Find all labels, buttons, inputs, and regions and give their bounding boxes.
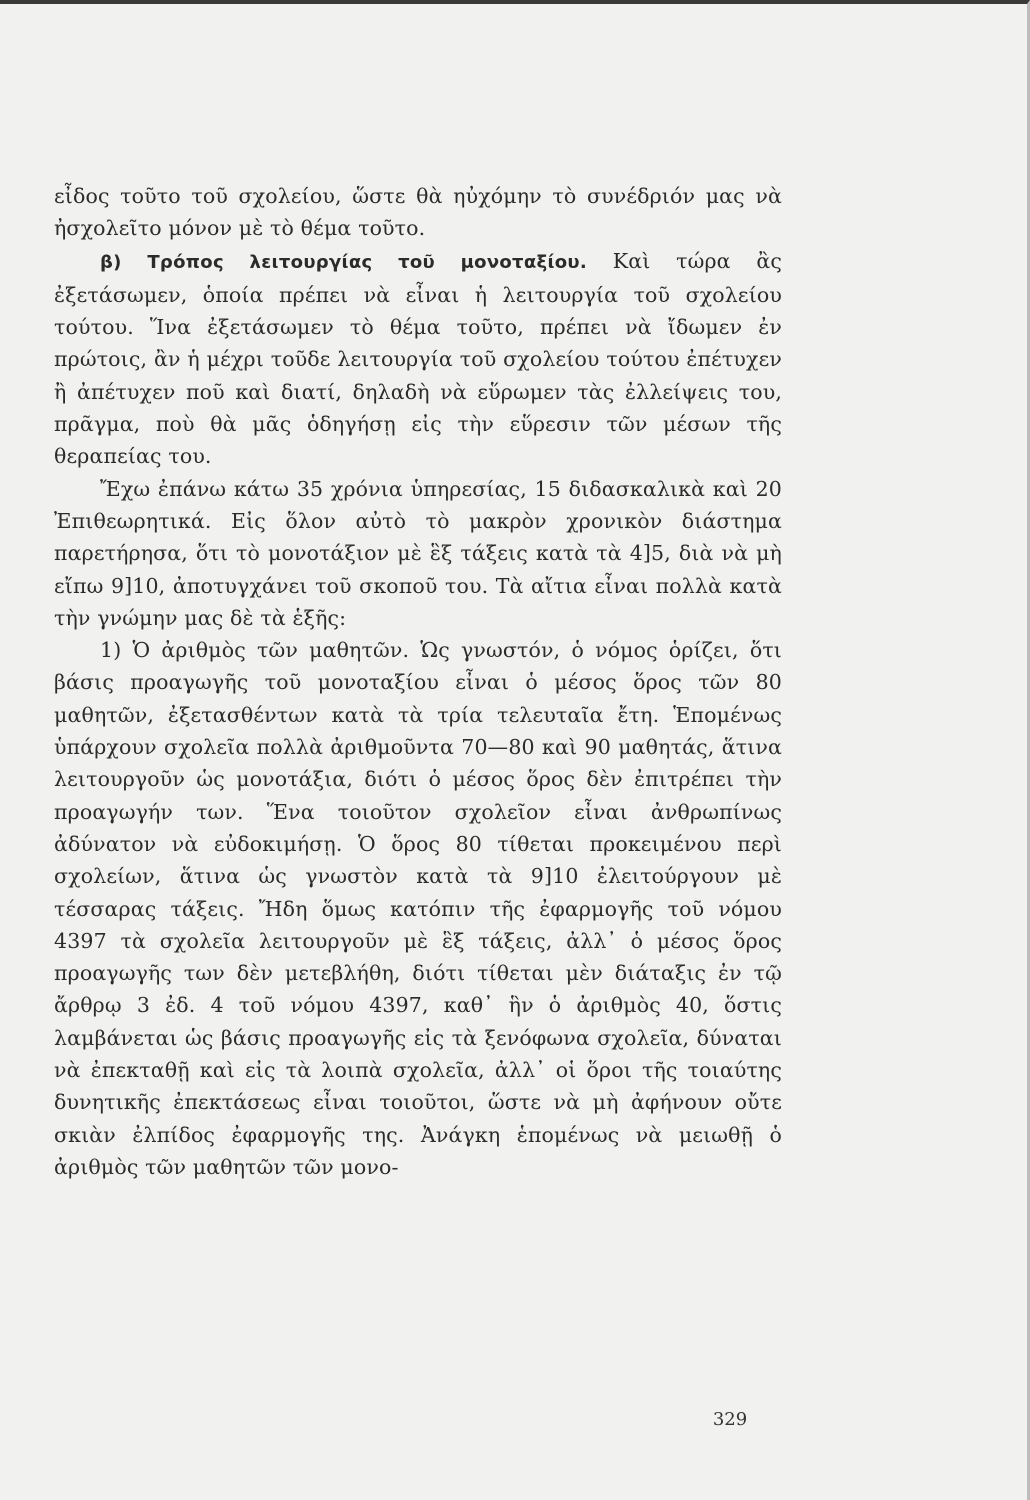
section-b-text: Καὶ τώρα ἂς ἐξετάσωμεν, ὁποία πρέπει νὰ εἶναι ἡ λειτουργία τοῦ σχολείου τούτου. Ἵνα ἐξετάσωμεν τὸ θέμα τοῦτο, πρέπει νὰ ἴδωμεν ἐν πρώτοις, ἂν ἡ μέχρι τοῦδε λειτουργία τοῦ σχολείου τούτου ἐπέτυχεν ἢ ἀπέτυχεν ποῦ καὶ διατί, δηλαδὴ νὰ εὕρωμεν τὰς ἐλλείψεις του, πρᾶγμα, ποὺ θὰ μᾶς ὁδηγήσῃ εἰς τὴν εὕρεσιν τῶν μέσων τῆς θεραπείας του. <box>54 248 782 469</box>
body-text <box>54 180 782 1183</box>
item-1-paragraph: 1) Ὁ ἀριθμὸς τῶν μαθητῶν. Ὡς γνωστόν, ὁ νόμος ὁρίζει, ὅτι βάσις προαγωγῆς τοῦ μονοταξίου εἶναι ὁ μέσος ὅρος τῶν 80 μαθητῶν, ἐξετασθέντων κατὰ τὰ τρία τελευταῖα ἔτη. Ἑπομένως ὑπάρχουν σχολεῖα πολλὰ ἀριθμοῦντα 70—80 καὶ 90 μαθητάς, ἅτινα λειτουργοῦν ὡς μονοτάξια, διότι ὁ μέσος ὅρος δὲν ἐπιτρέπει τὴν προαγωγήν των. Ἕνα τοιοῦτον σχολεῖον εἶναι ἀνθρωπίνως ἀδύνατον νὰ εὐδοκιμήσῃ. Ὁ ὅρος 80 τίθεται προκειμένου περὶ σχολείων, ἅτινα ὡς γνωστὸν κατὰ τὰ 9]10 ἐλειτούργουν μὲ τέσσαρας τάξεις. Ἤδη ὅμως κατόπιν τῆς ἐφαρμογῆς τοῦ νόμου 4397 τὰ σχολεῖα λειτουργοῦν μὲ ἓξ τάξεις, ἀλλ᾽ ὁ μέσος ὅρος προαγωγῆς των δὲν μετεβλήθη, διότι τίθεται μὲν διάταξις ἐν τῷ ἄρθρῳ 3 ἐδ. 4 τοῦ νόμου 4397, καθ᾽ ἣν ὁ ἀριθμὸς 40, ὅστις λαμβάνεται ὡς βάσις προαγωγῆς εἰς τὰ ξενόφωνα σχολεῖα, δύναται νὰ ἐπεκταθῇ καὶ εἰς τὰ λοιπὰ σχολεῖα, ἀλλ᾽ οἱ ὅροι τῆς τοιαύτης δυνητικῆς ἐπεκτάσεως εἶναι τοιοῦτοι, ὥστε νὰ μὴ ἀφήνουν οὔτε σκιὰν ἐλπίδος ἐφαρμογῆς της. Ἀνάγκη ἑπομένως νὰ μειωθῇ ὁ ἀριθμὸς τῶν μαθητῶν τῶν μονο- <box>54 638 782 1179</box>
page-number: 329 <box>712 1409 748 1430</box>
continuation-paragraph: εἶδος τοῦτο τοῦ σχολείου, ὥστε θὰ ηὐχόμην τὸ συνέδριόν μας νὰ ἠσχολεῖτο μόνον μὲ τὸ θέμα τοῦτο. <box>54 184 782 241</box>
section-b-paragraph <box>54 245 782 473</box>
experience-paragraph: Ἔχω ἐπάνω κάτω 35 χρόνια ὑπηρεσίας, 15 διδασκαλικὰ καὶ 20 Ἐπιθεωρητικά. Εἰς ὅλον αὐτὸ τὸ μακρὸν χρονικὸν διάστημα παρετήρησα, ὅτι τὸ μονοτάξιον μὲ ἓξ τάξεις κατὰ τὰ 4]5, διὰ νὰ μὴ εἴπω 9]10, ἀποτυγχάνει τοῦ σκοποῦ του. Τὰ αἴτια εἶναι πολλὰ κατὰ τὴν γνώμην μας δὲ τὰ ἑξῆς: <box>54 476 782 630</box>
section-heading: β) Τρόπος λειτουργίας τοῦ μονοταξίου. <box>100 251 588 273</box>
